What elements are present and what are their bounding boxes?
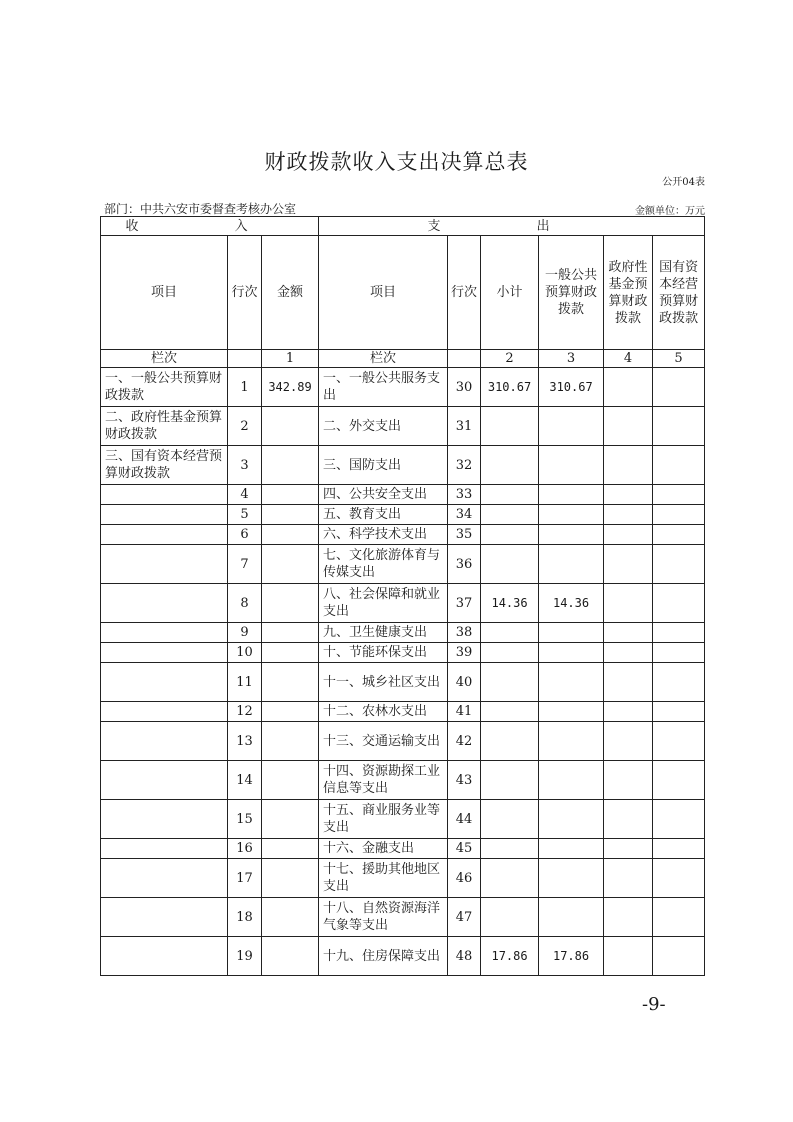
col-income-row: 行次 xyxy=(228,236,262,350)
general-budget-cell xyxy=(539,545,604,584)
income-amount-cell xyxy=(262,800,319,839)
expense-row-cell: 41 xyxy=(448,702,481,722)
table-row xyxy=(101,663,705,702)
header-row-group xyxy=(101,217,705,236)
fund-budget-cell xyxy=(604,407,653,446)
table-row xyxy=(101,722,705,761)
col-expense-item: 项目 xyxy=(319,236,448,350)
income-item-cell xyxy=(101,623,228,643)
income-row-cell: 19 xyxy=(228,937,262,976)
table-row xyxy=(101,623,705,643)
colnum-3: 3 xyxy=(539,350,604,368)
expense-row-cell: 42 xyxy=(448,722,481,761)
table-row xyxy=(101,761,705,800)
income-row-cell: 7 xyxy=(228,545,262,584)
general-budget-cell xyxy=(539,623,604,643)
subtotal-cell xyxy=(481,525,539,545)
table-row xyxy=(101,407,705,446)
subtotal-cell xyxy=(481,761,539,800)
income-row-cell: 6 xyxy=(228,525,262,545)
expense-item-cell: 十七、援助其他地区支出 xyxy=(319,859,448,898)
capital-budget-cell xyxy=(653,545,705,584)
income-row-cell: 13 xyxy=(228,722,262,761)
capital-budget-cell xyxy=(653,505,705,525)
subtotal-cell xyxy=(481,485,539,505)
income-amount-cell xyxy=(262,643,319,663)
table-row xyxy=(101,839,705,859)
general-budget-cell xyxy=(539,800,604,839)
general-budget-cell xyxy=(539,485,604,505)
unit-label: 金额单位：万元 xyxy=(635,206,705,217)
capital-budget-cell xyxy=(653,485,705,505)
subtotal-cell xyxy=(481,545,539,584)
income-amount-cell xyxy=(262,839,319,859)
expense-item-cell: 九、卫生健康支出 xyxy=(319,623,448,643)
capital-budget-cell xyxy=(653,702,705,722)
income-row-cell: 18 xyxy=(228,898,262,937)
table-row xyxy=(101,545,705,584)
department-label: 部门：中共六安市委督查考核办公室 xyxy=(104,202,297,216)
budget-table xyxy=(100,216,705,976)
income-row-cell: 10 xyxy=(228,643,262,663)
expense-item-cell: 十四、资源勘探工业信息等支出 xyxy=(319,761,448,800)
capital-budget-cell xyxy=(653,368,705,407)
fund-budget-cell xyxy=(604,761,653,800)
income-row-cell: 1 xyxy=(228,368,262,407)
expense-item-cell: 八、社会保障和就业支出 xyxy=(319,584,448,623)
expense-header: 支 出 xyxy=(319,217,705,236)
fund-budget-cell xyxy=(604,485,653,505)
income-amount-cell xyxy=(262,859,319,898)
expense-row-cell: 47 xyxy=(448,898,481,937)
income-row-cell: 2 xyxy=(228,407,262,446)
income-amount-cell xyxy=(262,525,319,545)
colnum-label-expense: 栏次 xyxy=(319,350,448,368)
fund-budget-cell xyxy=(604,643,653,663)
general-budget-cell xyxy=(539,839,604,859)
income-row-cell: 4 xyxy=(228,485,262,505)
subtotal-cell xyxy=(481,702,539,722)
income-item-cell xyxy=(101,937,228,976)
table-row xyxy=(101,859,705,898)
table-row xyxy=(101,643,705,663)
form-code: 公开04表 xyxy=(662,177,705,188)
general-budget-cell xyxy=(539,722,604,761)
capital-budget-cell xyxy=(653,937,705,976)
fund-budget-cell xyxy=(604,623,653,643)
general-budget-cell xyxy=(539,505,604,525)
subtotal-cell xyxy=(481,623,539,643)
general-budget-cell xyxy=(539,446,604,485)
income-item-cell xyxy=(101,525,228,545)
expense-row-cell: 34 xyxy=(448,505,481,525)
expense-row-cell: 40 xyxy=(448,663,481,702)
fund-budget-cell xyxy=(604,937,653,976)
col-fund-budget: 政府性基金预算财政拨款 xyxy=(604,236,653,350)
header-row-columns xyxy=(101,236,705,350)
page-title: 财政拨款收入支出决算总表 xyxy=(264,150,529,174)
income-amount-cell xyxy=(262,545,319,584)
capital-budget-cell xyxy=(653,407,705,446)
expense-row-cell: 45 xyxy=(448,839,481,859)
income-amount-cell xyxy=(262,623,319,643)
expense-item-cell: 二、外交支出 xyxy=(319,407,448,446)
col-income-item: 项目 xyxy=(101,236,228,350)
subtotal-cell xyxy=(481,663,539,702)
capital-budget-cell xyxy=(653,859,705,898)
subtotal-cell xyxy=(481,839,539,859)
capital-budget-cell xyxy=(653,525,705,545)
general-budget-cell: 14.36 xyxy=(539,584,604,623)
income-item-cell xyxy=(101,545,228,584)
table-row xyxy=(101,446,705,485)
expense-item-cell: 十三、交通运输支出 xyxy=(319,722,448,761)
income-amount-cell xyxy=(262,898,319,937)
income-item-cell xyxy=(101,663,228,702)
income-amount-cell xyxy=(262,937,319,976)
expense-item-cell: 十八、自然资源海洋气象等支出 xyxy=(319,898,448,937)
fund-budget-cell xyxy=(604,663,653,702)
expense-row-cell: 38 xyxy=(448,623,481,643)
income-row-cell: 5 xyxy=(228,505,262,525)
expense-row-cell: 48 xyxy=(448,937,481,976)
expense-row-cell: 32 xyxy=(448,446,481,485)
col-expense-row: 行次 xyxy=(448,236,481,350)
income-amount-cell xyxy=(262,663,319,702)
fund-budget-cell xyxy=(604,800,653,839)
table-row xyxy=(101,505,705,525)
expense-row-cell: 37 xyxy=(448,584,481,623)
col-income-amount: 金额 xyxy=(262,236,319,350)
expense-item-cell: 一、一般公共服务支出 xyxy=(319,368,448,407)
income-item-cell xyxy=(101,722,228,761)
income-row-cell: 12 xyxy=(228,702,262,722)
fund-budget-cell xyxy=(604,505,653,525)
table-row xyxy=(101,485,705,505)
expense-item-cell: 十、节能环保支出 xyxy=(319,643,448,663)
subtotal-cell xyxy=(481,898,539,937)
table-row xyxy=(101,702,705,722)
expense-row-cell: 46 xyxy=(448,859,481,898)
general-budget-cell xyxy=(539,898,604,937)
general-budget-cell xyxy=(539,761,604,800)
expense-row-cell: 30 xyxy=(448,368,481,407)
capital-budget-cell xyxy=(653,839,705,859)
col-capital-budget: 国有资本经营预算财政拨款 xyxy=(653,236,705,350)
capital-budget-cell xyxy=(653,663,705,702)
income-item-cell xyxy=(101,898,228,937)
income-row-cell: 3 xyxy=(228,446,262,485)
colnum-empty xyxy=(448,350,481,368)
capital-budget-cell xyxy=(653,722,705,761)
subtotal-cell xyxy=(481,859,539,898)
income-amount-cell xyxy=(262,761,319,800)
income-item-cell xyxy=(101,643,228,663)
table-row xyxy=(101,525,705,545)
income-row-cell: 17 xyxy=(228,859,262,898)
general-budget-cell xyxy=(539,525,604,545)
income-row-cell: 9 xyxy=(228,623,262,643)
fund-budget-cell xyxy=(604,446,653,485)
expense-item-cell: 五、教育支出 xyxy=(319,505,448,525)
table-row xyxy=(101,800,705,839)
income-amount-cell xyxy=(262,584,319,623)
general-budget-cell xyxy=(539,702,604,722)
expense-row-cell: 31 xyxy=(448,407,481,446)
expense-item-cell: 十五、商业服务业等支出 xyxy=(319,800,448,839)
fund-budget-cell xyxy=(604,702,653,722)
colnum-empty xyxy=(228,350,262,368)
general-budget-cell: 17.86 xyxy=(539,937,604,976)
colnum-4: 4 xyxy=(604,350,653,368)
income-item-cell: 一、一般公共预算财政拨款 xyxy=(101,368,228,407)
fund-budget-cell xyxy=(604,368,653,407)
income-item-cell xyxy=(101,859,228,898)
expense-row-cell: 44 xyxy=(448,800,481,839)
income-amount-cell xyxy=(262,505,319,525)
expense-item-cell: 十九、住房保障支出 xyxy=(319,937,448,976)
income-header: 收 入 xyxy=(101,217,319,236)
subtotal-cell xyxy=(481,446,539,485)
expense-item-cell: 十一、城乡社区支出 xyxy=(319,663,448,702)
fund-budget-cell xyxy=(604,722,653,761)
subtotal-cell: 17.86 xyxy=(481,937,539,976)
expense-row-cell: 33 xyxy=(448,485,481,505)
subtotal-cell xyxy=(481,722,539,761)
income-row-cell: 15 xyxy=(228,800,262,839)
column-number-row xyxy=(101,350,705,368)
table-row xyxy=(101,898,705,937)
subtotal-cell xyxy=(481,505,539,525)
income-row-cell: 11 xyxy=(228,663,262,702)
expense-row-cell: 39 xyxy=(448,643,481,663)
income-item-cell: 二、政府性基金预算财政拨款 xyxy=(101,407,228,446)
general-budget-cell xyxy=(539,663,604,702)
general-budget-cell: 310.67 xyxy=(539,368,604,407)
col-general-budget: 一般公共预算财政拨款 xyxy=(539,236,604,350)
income-item-cell xyxy=(101,702,228,722)
income-row-cell: 8 xyxy=(228,584,262,623)
subtotal-cell: 310.67 xyxy=(481,368,539,407)
subtotal-cell xyxy=(481,643,539,663)
capital-budget-cell xyxy=(653,584,705,623)
income-amount-cell: 342.89 xyxy=(262,368,319,407)
capital-budget-cell xyxy=(653,761,705,800)
capital-budget-cell xyxy=(653,623,705,643)
capital-budget-cell xyxy=(653,800,705,839)
expense-item-cell: 十二、农林水支出 xyxy=(319,702,448,722)
col-subtotal: 小计 xyxy=(481,236,539,350)
income-amount-cell xyxy=(262,407,319,446)
expense-row-cell: 35 xyxy=(448,525,481,545)
expense-item-cell: 十六、金融支出 xyxy=(319,839,448,859)
capital-budget-cell xyxy=(653,446,705,485)
income-row-cell: 14 xyxy=(228,761,262,800)
income-amount-cell xyxy=(262,702,319,722)
expense-item-cell: 六、科学技术支出 xyxy=(319,525,448,545)
colnum-1: 1 xyxy=(262,350,319,368)
income-amount-cell xyxy=(262,485,319,505)
subtotal-cell: 14.36 xyxy=(481,584,539,623)
income-amount-cell xyxy=(262,722,319,761)
colnum-5: 5 xyxy=(653,350,705,368)
subtotal-cell xyxy=(481,800,539,839)
income-item-cell xyxy=(101,485,228,505)
general-budget-cell xyxy=(539,407,604,446)
fund-budget-cell xyxy=(604,525,653,545)
table-row xyxy=(101,937,705,976)
general-budget-cell xyxy=(539,643,604,663)
income-item-cell xyxy=(101,800,228,839)
capital-budget-cell xyxy=(653,898,705,937)
income-item-cell xyxy=(101,761,228,800)
income-row-cell: 16 xyxy=(228,839,262,859)
income-item-cell xyxy=(101,505,228,525)
colnum-2: 2 xyxy=(481,350,539,368)
capital-budget-cell xyxy=(653,643,705,663)
expense-item-cell: 四、公共安全支出 xyxy=(319,485,448,505)
expense-row-cell: 43 xyxy=(448,761,481,800)
fund-budget-cell xyxy=(604,898,653,937)
fund-budget-cell xyxy=(604,584,653,623)
table-row xyxy=(101,368,705,407)
income-amount-cell xyxy=(262,446,319,485)
fund-budget-cell xyxy=(604,859,653,898)
general-budget-cell xyxy=(539,859,604,898)
income-item-cell xyxy=(101,584,228,623)
table-row xyxy=(101,584,705,623)
subtotal-cell xyxy=(481,407,539,446)
fund-budget-cell xyxy=(604,545,653,584)
expense-item-cell: 七、文化旅游体育与传媒支出 xyxy=(319,545,448,584)
expense-item-cell: 三、国防支出 xyxy=(319,446,448,485)
fund-budget-cell xyxy=(604,839,653,859)
income-item-cell xyxy=(101,839,228,859)
page-number: -9- xyxy=(642,994,666,1015)
income-item-cell: 三、国有资本经营预算财政拨款 xyxy=(101,446,228,485)
expense-row-cell: 36 xyxy=(448,545,481,584)
colnum-label-income: 栏次 xyxy=(101,350,228,368)
